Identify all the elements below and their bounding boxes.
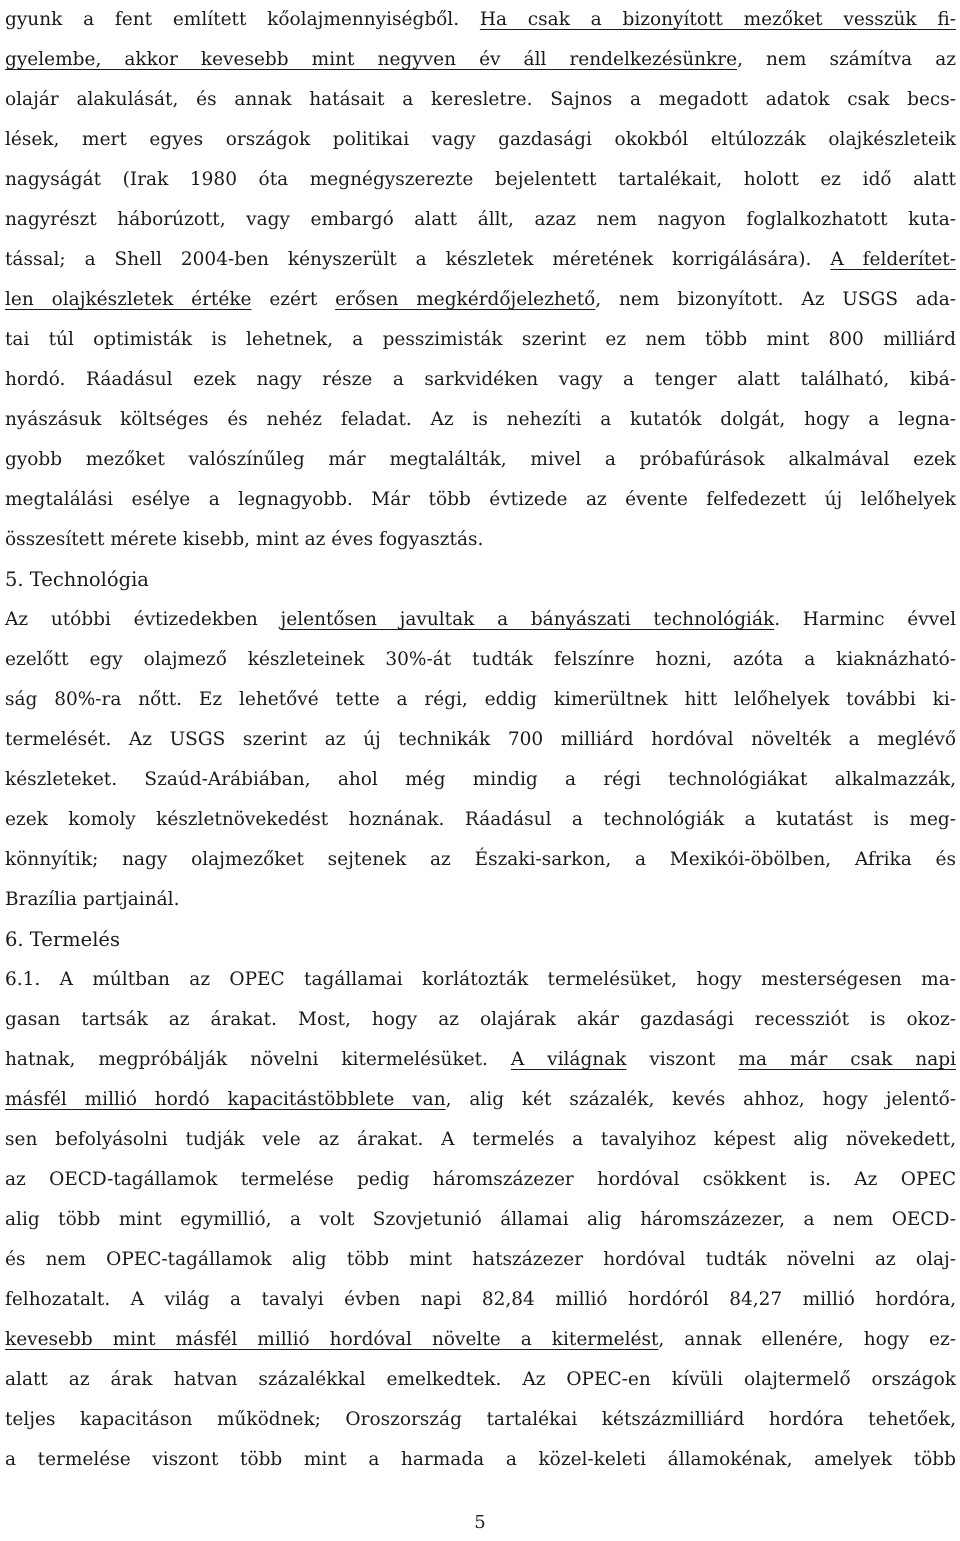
text-line xyxy=(5,720,956,760)
text-line xyxy=(5,640,956,680)
text-span: alatt az árak hatvan százalékkal emelkedtek. Az OPEC-en kívüli olajtermelő országok xyxy=(5,1369,956,1390)
text-line xyxy=(5,160,956,200)
underlined-text: A világnak xyxy=(510,1049,627,1070)
text-line xyxy=(5,1200,956,1240)
text-span: nagyságát (Irak 1980 óta megnégyszerezte bejelentett tartalékait, holott ez idő alatt xyxy=(5,169,956,190)
text-line xyxy=(5,1000,956,1040)
text-span: ezért xyxy=(251,289,336,310)
text-line xyxy=(5,880,956,920)
text-line xyxy=(5,960,956,1000)
text-line xyxy=(5,200,956,240)
text-line xyxy=(5,800,956,840)
text-line xyxy=(5,1320,956,1360)
text-span: 6.1. A múltban az OPEC tagállamai korlátozták termelésüket, hogy mesterségesen ma- xyxy=(5,969,956,990)
text-span: ság 80%-ra nőtt. Ez lehetővé tette a régi, eddig kimerültnek hitt lelőhelyek további ki- xyxy=(5,689,956,710)
text-span: olajár alakulását, és annak hatásait a keresletre. Sajnos a megadott adatok csak becs- xyxy=(5,89,956,110)
underlined-text: len olajkészletek értéke xyxy=(5,289,252,310)
text-span: nagyrészt háborúzott, vagy embargó alatt állt, azaz nem nagyon foglalkozhatott kuta- xyxy=(5,209,956,230)
text-span: hordó. Ráadásul ezek nagy része a sarkvidéken vagy a tenger alatt található, kibá- xyxy=(5,369,956,390)
text-span: alig több mint egymillió, a volt Szovjetunió államai alig háromszázezer, a nem OECD- xyxy=(5,1209,956,1230)
underlined-text: Ha csak a bizonyított mezőket vesszük fi- xyxy=(479,9,956,30)
text-span: összesített mérete kisebb, mint az éves fogyasztás. xyxy=(5,529,484,550)
underlined-text: jelentősen javultak a bányászati technológiák xyxy=(280,609,775,630)
text-line xyxy=(5,1240,956,1280)
text-span: tai túl optimisták is lehetnek, a pesszimisták szerint ez nem több mint 800 milliárd xyxy=(5,329,956,350)
text-line xyxy=(5,520,956,560)
text-line xyxy=(5,440,956,480)
text-span: megtalálási esélye a legnagyobb. Már több évtizede az évente felfedezett új lelőhelyek xyxy=(5,489,956,510)
text-line xyxy=(5,1280,956,1320)
text-line xyxy=(5,1080,956,1120)
text-line xyxy=(5,320,956,360)
underlined-text: másfél millió hordó kapacitástöbblete van xyxy=(5,1089,446,1110)
text-span: könnyítik; nagy olajmezőket sejtenek az Északi-sarkon, a Mexikói-öbölben, Afrika és xyxy=(5,849,956,870)
text-span: termelését. Az USGS szerint az új technikák 700 milliárd hordóval növelték a meglévő xyxy=(5,729,956,750)
text-span: felhozatalt. A világ a tavalyi évben napi 82,84 millió hordóról 84,27 millió hordóra, xyxy=(5,1289,956,1310)
text-line xyxy=(5,360,956,400)
section-heading xyxy=(5,560,956,600)
text-span: sen befolyásolni tudják vele az árakat. A termelés a tavalyihoz képest alig növekedett, xyxy=(5,1129,956,1150)
text-span: az OECD-tagállamok termelése pedig háromszázezer hordóval csökkent is. Az OPEC xyxy=(5,1169,956,1190)
text-span: 5. Technológia xyxy=(5,568,149,591)
text-span: a termelése viszont több mint a harmada a közel-keleti államokénak, amelyek több xyxy=(5,1449,956,1470)
text-span: Brazília partjainál. xyxy=(5,889,180,910)
text-span: ezelőtt egy olajmező készleteinek 30%-át tudták felszínre hozni, azóta a kiaknázható- xyxy=(5,649,956,670)
text-span: 6. Termelés xyxy=(5,928,120,951)
text-span: , nem bizonyított. Az USGS ada- xyxy=(595,289,956,310)
text-line xyxy=(5,1440,956,1480)
text-span: hatnak, megpróbálják növelni kitermelésüket. xyxy=(5,1049,511,1070)
underlined-text: erősen megkérdőjelezhető xyxy=(335,289,596,310)
text-span: gyunk a fent említett kőolajmennyiségből. xyxy=(5,9,480,30)
text-line xyxy=(5,240,956,280)
text-span: . Harminc évvel xyxy=(774,609,956,630)
text-line xyxy=(5,1400,956,1440)
text-span: lések, mert egyes országok politikai vagy gazdasági okokból eltúlozzák olajkészleteik xyxy=(5,129,956,150)
text-span: , nem számítva az xyxy=(737,49,956,70)
text-line xyxy=(5,1040,956,1080)
text-span: teljes kapacitáson működnek; Oroszország tartalékai kétszázmilliárd hordóra tehetőek, xyxy=(5,1409,956,1430)
text-line xyxy=(5,680,956,720)
text-line xyxy=(5,600,956,640)
text-span: ezek komoly készletnövekedést hoznának. Ráadásul a technológiák a kutatást is meg- xyxy=(5,809,956,830)
text-line xyxy=(5,0,956,40)
text-span: gasan tartsák az árakat. Most, hogy az olajárak akár gazdasági recessziót is okoz- xyxy=(5,1009,956,1030)
text-line xyxy=(5,1120,956,1160)
text-line xyxy=(5,760,956,800)
text-line xyxy=(5,40,956,80)
underlined-text: ma már csak napi xyxy=(738,1049,956,1070)
text-span: nyászásuk költséges és nehéz feladat. Az is nehezíti a kutatók dolgát, hogy a legna- xyxy=(5,409,956,430)
text-span: Az utóbbi évtizedekben xyxy=(5,609,281,630)
text-line xyxy=(5,80,956,120)
text-span: tással; a Shell 2004-ben kényszerült a készletek méretének korrigálására). xyxy=(5,249,831,270)
page-number: 5 xyxy=(474,1512,486,1533)
underlined-text: A felderítet- xyxy=(830,249,956,270)
text-line xyxy=(5,1160,956,1200)
text-span: viszont xyxy=(626,1049,739,1070)
text-line xyxy=(5,1360,956,1400)
text-line xyxy=(5,840,956,880)
underlined-text: gyelembe, akkor kevesebb mint negyven év áll rendelkezésünkre xyxy=(5,49,738,70)
text-line xyxy=(5,480,956,520)
section-heading xyxy=(5,920,956,960)
text-line xyxy=(5,280,956,320)
text-span: gyobb mezőket valószínűleg már megtalálták, mivel a próbafúrások alkalmával ezek xyxy=(5,449,956,470)
text-span: , alig két százalék, kevés ahhoz, hogy jelentő- xyxy=(445,1089,957,1110)
text-line xyxy=(5,400,956,440)
text-span: készleteket. Szaúd-Arábiában, ahol még mindig a régi technológiákat alkalmazzák, xyxy=(5,769,956,790)
text-span: és nem OPEC-tagállamok alig több mint hatszázezer hordóval tudták növelni az olaj- xyxy=(5,1249,956,1270)
text-span: , annak ellenére, hogy ez- xyxy=(658,1329,956,1350)
text-line xyxy=(5,120,956,160)
underlined-text: kevesebb mint másfél millió hordóval növelte a kitermelést xyxy=(5,1329,659,1350)
